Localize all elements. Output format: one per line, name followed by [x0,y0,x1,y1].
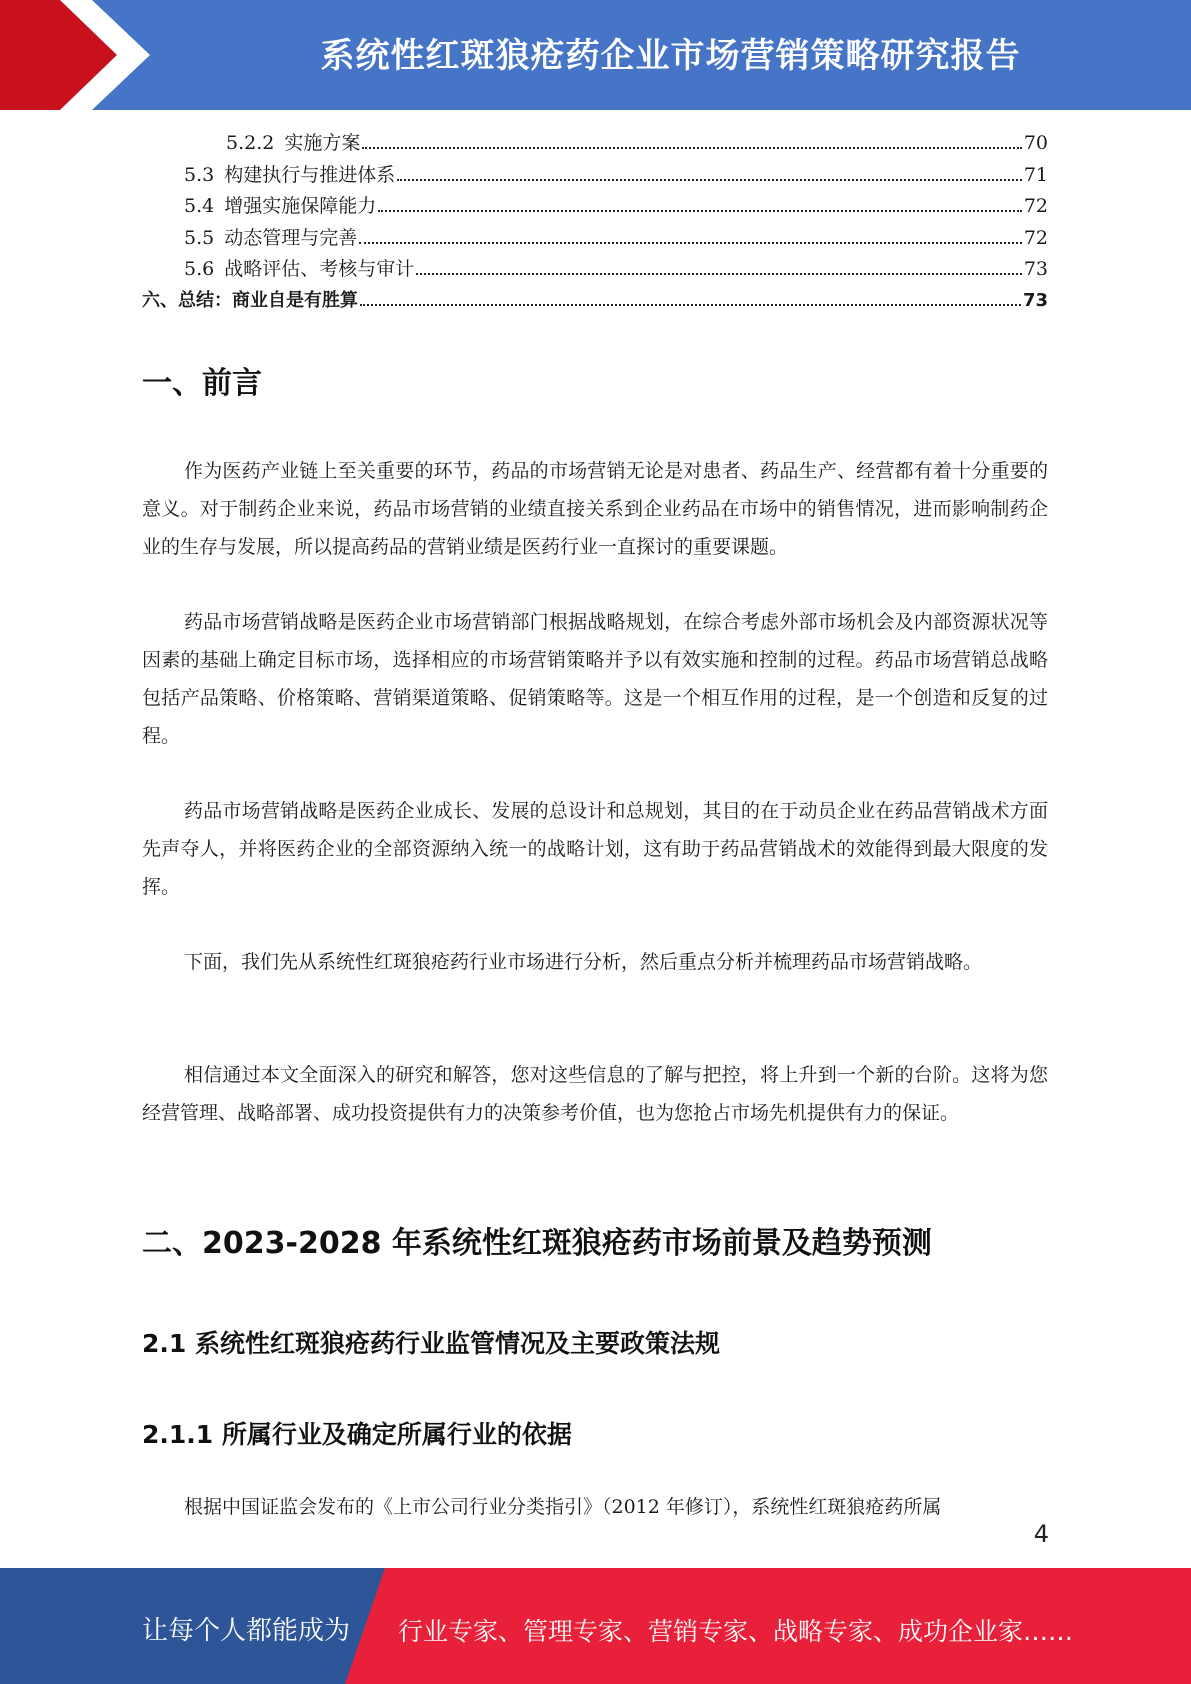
toc-entry[interactable] [142,160,1048,192]
toc-label: 增强实施保障能力 [224,195,377,217]
toc-leader [359,241,1022,244]
paragraph: 下面，我们先从系统性红斑狼疮药行业市场进行分析，然后重点分析并梳理药品市场营销战略。 [184,951,983,973]
toc-entry[interactable] [142,191,1048,223]
toc-page: 73 [1023,258,1048,280]
toc-label: 动态管理与完善 [224,226,358,249]
toc-page: 72 [1023,195,1048,217]
toc-number: 5.2.2 [226,132,275,154]
header-chevron-decoration [0,0,160,110]
section-heading-preface: 一、前言 [142,366,262,401]
toc-leader [360,303,1021,306]
toc-entry[interactable] [142,223,1048,255]
header-banner [0,0,1191,110]
subsection-heading: 2.1 系统性红斑狼疮药行业监管情况及主要政策法规 [142,1329,720,1358]
paragraph: 作为医药产业链上至关重要的环节，药品的市场营销无论是对患者、药品生产、经营都有着十分重要的意义。对于制药企业来说，药品市场营销的业绩直接关系到企业药品在市场中的销售情况，进而影响制药企业的生存与发展，所以提高药品的营销业绩是医药行业一直探讨的重要课题。 [142,460,1048,558]
toc-entry[interactable] [142,286,1048,318]
toc-label: 实施方案 [284,132,361,154]
footer-slogan-left: 让每个人都能成为 [142,1616,351,1646]
toc-leader [378,209,1022,212]
table-of-contents [142,128,1048,317]
toc-number: 5.6 [184,258,215,280]
footer-slogan-right: 行业专家、管理专家、营销专家、战略专家、成功企业家…… [398,1617,1074,1646]
toc-number: 5.5 [184,226,215,249]
toc-entry[interactable] [142,254,1048,286]
toc-number: 5.4 [184,195,215,217]
toc-page: 72 [1023,226,1048,249]
toc-label: 构建执行与推进体系 [224,163,396,186]
paragraph: 药品市场营销战略是医药企业市场营销部门根据战略规划，在综合考虑外部市场机会及内部资源状况等因素的基础上确定目标市场，选择相应的市场营销策略并予以有效实施和控制的过程。药品市场营销总战略包括产品策略、价格策略、营销渠道策略、促销策略等。这是一个相互作用的过程，是一个创造和反复的过程。 [142,611,1048,747]
toc-leader [362,146,1021,149]
toc-page: 73 [1022,289,1048,311]
toc-page: 70 [1023,132,1048,154]
toc-label: 六、总结：商业自是有胜算 [142,289,358,311]
page-number: 4 [1033,1520,1049,1548]
paragraph: 根据中国证监会发布的《上市公司行业分类指引》（2012 年修订），系统性红斑狼疮药所属 [184,1496,942,1518]
toc-page: 71 [1023,163,1048,186]
section-heading-market-outlook: 二、2023-2028 年系统性红斑狼疮药市场前景及趋势预测 [142,1226,932,1261]
paragraph: 药品市场营销战略是医药企业成长、发展的总设计和总规划，其目的在于动员企业在药品营销战术方面先声夺人，并将医药企业的全部资源纳入统一的战略计划，这有助于药品营销战术的效能得到最大限度的发挥。 [142,800,1048,898]
toc-leader [416,272,1022,275]
toc-leader [397,178,1022,181]
toc-entry[interactable] [142,128,1048,160]
subsection-heading: 2.1.1 所属行业及确定所属行业的依据 [142,1420,572,1449]
paragraph: 相信通过本文全面深入的研究和解答，您对这些信息的了解与把控，将上升到一个新的台阶。这将为您经营管理、战略部署、成功投资提供有力的决策参考价值，也为您抢占市场先机提供有力的保证。 [142,1064,1048,1124]
report-title: 系统性红斑狼疮药企业市场营销策略研究报告 [320,36,1021,76]
footer-banner [0,1568,1191,1684]
toc-number: 5.3 [184,163,215,186]
toc-label: 战略评估、考核与审计 [224,258,415,280]
